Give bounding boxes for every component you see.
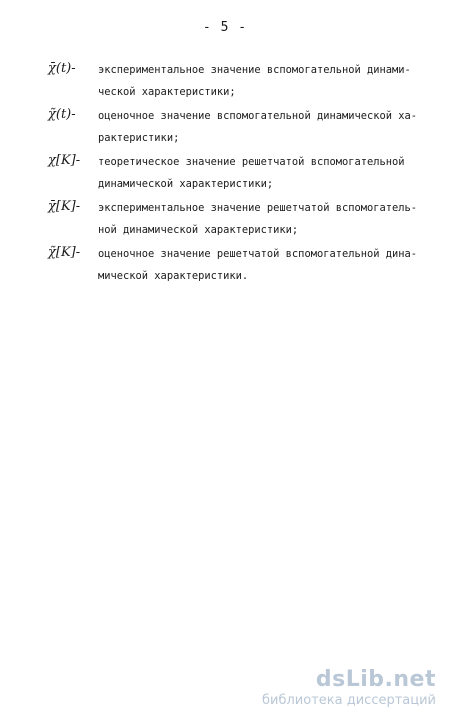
definition-text-line: теоретическое значение решетчатой вспомогательной <box>98 156 405 168</box>
definition-item <box>0 152 450 194</box>
definition-item <box>0 60 450 102</box>
watermark-logo: dsLib.net <box>315 667 436 692</box>
definition-text-line: экспериментальное значение вспомогательной динами- <box>98 64 411 76</box>
definition-symbol: χ̄(t)- <box>48 61 76 76</box>
watermark-tagline: библиотека диссертаций <box>262 693 436 708</box>
site-watermark <box>262 669 436 708</box>
definition-text-line: экспериментальное значение решетчатой вспомогатель- <box>98 202 418 214</box>
definition-text-line: мической характеристики. <box>98 270 249 282</box>
definition-item <box>0 198 450 240</box>
definition-symbol: χ[K]- <box>48 153 81 168</box>
definition-item <box>0 106 450 148</box>
definition-symbol: χ̃(t)- <box>48 107 76 122</box>
definition-item <box>0 244 450 286</box>
definition-text-line: динамической характеристики; <box>98 178 274 190</box>
definition-text-line: оценочное значение вспомогательной динамической ха- <box>98 110 418 122</box>
definition-text-line: оценочное значение решетчатой вспомогательной дина- <box>98 248 418 260</box>
definition-symbol: χ̃[K]- <box>48 245 81 260</box>
definition-text-line: ческой характеристики; <box>98 86 236 98</box>
definition-symbol: χ̄[K]- <box>48 199 81 214</box>
definition-text-line: рактеристики; <box>98 132 180 144</box>
definition-list <box>0 60 450 290</box>
definition-text-line: ной динамической характеристики; <box>98 224 299 236</box>
page-number: - 5 - <box>202 20 248 35</box>
